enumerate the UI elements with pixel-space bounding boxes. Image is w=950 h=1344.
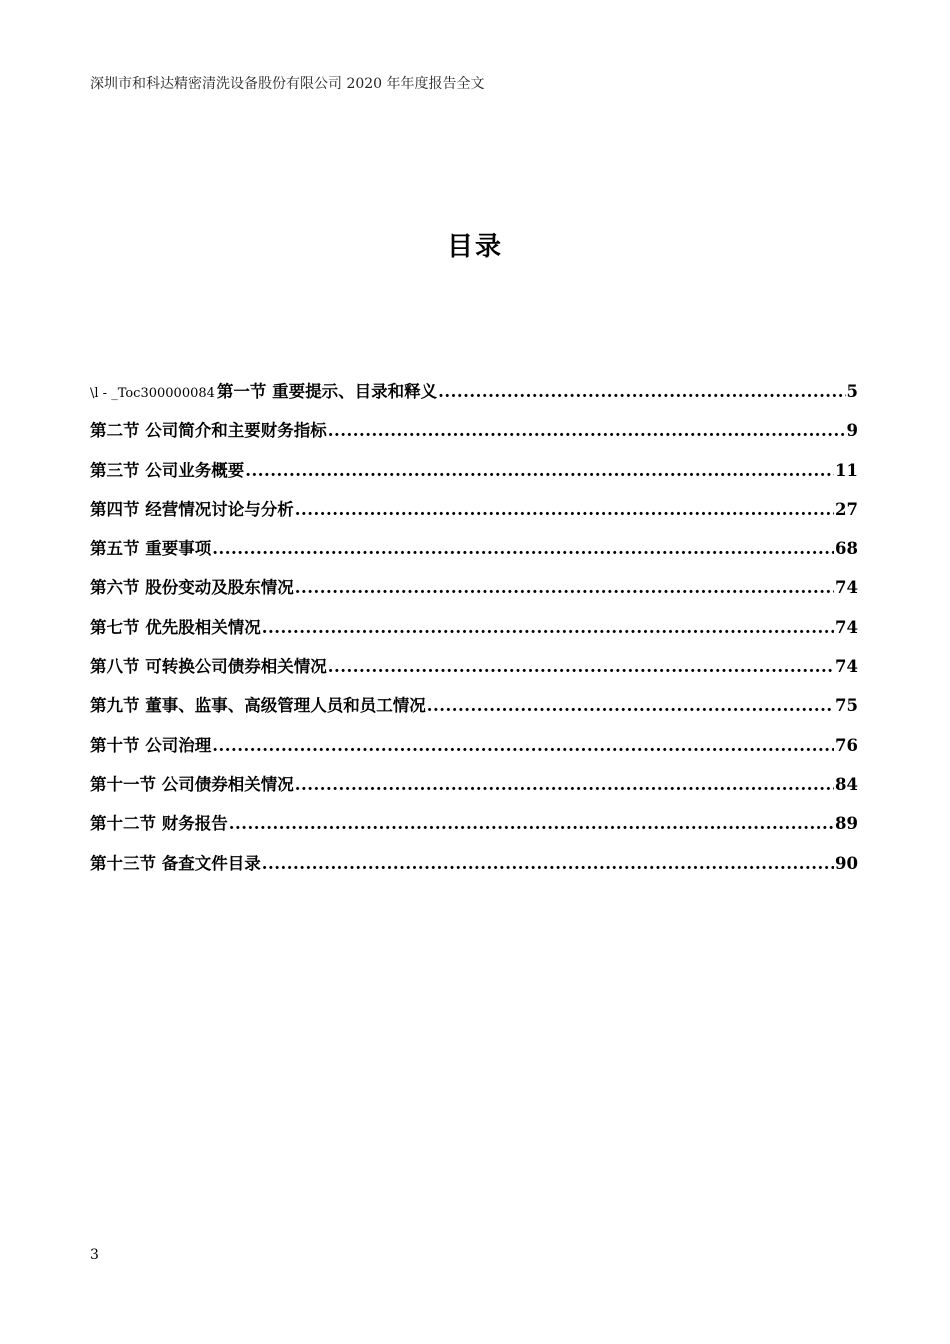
toc-entry-label: 第二节 公司简介和主要财务指标 — [90, 421, 327, 441]
toc-entry-12[interactable] — [90, 810, 858, 849]
toc-entry-page: 5 — [846, 382, 858, 401]
toc-entry-5[interactable] — [90, 535, 858, 574]
toc-entry-label: 第十一节 公司债券相关情况 — [90, 774, 294, 794]
toc-entry-13[interactable] — [90, 850, 858, 889]
toc-entry-page: 74 — [835, 578, 858, 598]
toc-entry-6[interactable] — [90, 574, 858, 613]
toc-leader-dots — [229, 814, 834, 833]
toc-entry-label: 第七节 优先股相关情况 — [90, 617, 261, 637]
toc-leader-dots — [245, 461, 834, 480]
toc-entry-label: 第六节 股份变动及股东情况 — [90, 578, 294, 598]
toc-entry-1[interactable] — [90, 378, 858, 417]
toc-leader-dots — [262, 618, 834, 637]
toc-entry-page: 89 — [835, 814, 858, 834]
toc-entry-label: 第五节 重要事项 — [90, 539, 212, 559]
toc-entry-page: 74 — [835, 617, 858, 637]
toc-leader-dots — [328, 421, 846, 440]
toc-entry-2[interactable] — [90, 417, 858, 456]
toc-entry-label: 第十三节 备查文件目录 — [90, 853, 261, 873]
toc-entry-4[interactable] — [90, 496, 858, 535]
toc-entry-7[interactable] — [90, 614, 858, 653]
toc-entry-label: 第九节 董事、监事、高级管理人员和员工情况 — [90, 696, 426, 716]
toc-leader-dots — [295, 500, 834, 519]
toc-entry-page: 11 — [835, 460, 858, 480]
toc-field-code: \l - _Toc300000084 — [90, 386, 215, 401]
toc-entry-page: 84 — [835, 774, 858, 794]
toc-entry-3[interactable] — [90, 457, 858, 496]
toc-entry-page: 75 — [835, 696, 858, 716]
toc-entry-label: 第十二节 财务报告 — [90, 814, 228, 834]
toc-leader-dots — [427, 696, 834, 715]
toc-leader-dots — [295, 578, 834, 597]
toc-entry-page: 76 — [835, 735, 858, 755]
page-title: 目录 — [446, 232, 503, 262]
toc-entry-label: 第一节 重要提示、目录和释义 — [216, 382, 438, 401]
toc-entry-page: 90 — [835, 853, 858, 873]
toc-leader-dots — [212, 736, 834, 755]
toc-entry-11[interactable] — [90, 771, 858, 810]
toc-entry-8[interactable] — [90, 653, 858, 692]
toc-entry-page: 27 — [835, 499, 858, 519]
toc-leader-dots — [295, 775, 834, 794]
toc-entry-10[interactable] — [90, 732, 858, 771]
toc-leader-dots — [262, 854, 834, 873]
page-number: 3 — [90, 1247, 99, 1263]
table-of-contents — [90, 378, 858, 889]
toc-entry-label: 第八节 可转换公司债券相关情况 — [90, 657, 327, 677]
toc-entry-label: 第三节 公司业务概要 — [90, 460, 245, 480]
toc-entry-page: 68 — [835, 539, 858, 559]
toc-entry-9[interactable] — [90, 692, 858, 731]
toc-leader-dots — [438, 382, 845, 401]
page-header: 深圳市和科达精密清洗设备股份有限公司 2020 年年度报告全文 — [90, 76, 485, 92]
toc-entry-label: 第十节 公司治理 — [90, 735, 212, 755]
toc-entry-page: 74 — [835, 657, 858, 677]
toc-leader-dots — [212, 539, 834, 558]
toc-leader-dots — [328, 657, 834, 676]
toc-entry-page: 9 — [846, 421, 858, 441]
toc-entry-label: 第四节 经营情况讨论与分析 — [90, 499, 294, 519]
